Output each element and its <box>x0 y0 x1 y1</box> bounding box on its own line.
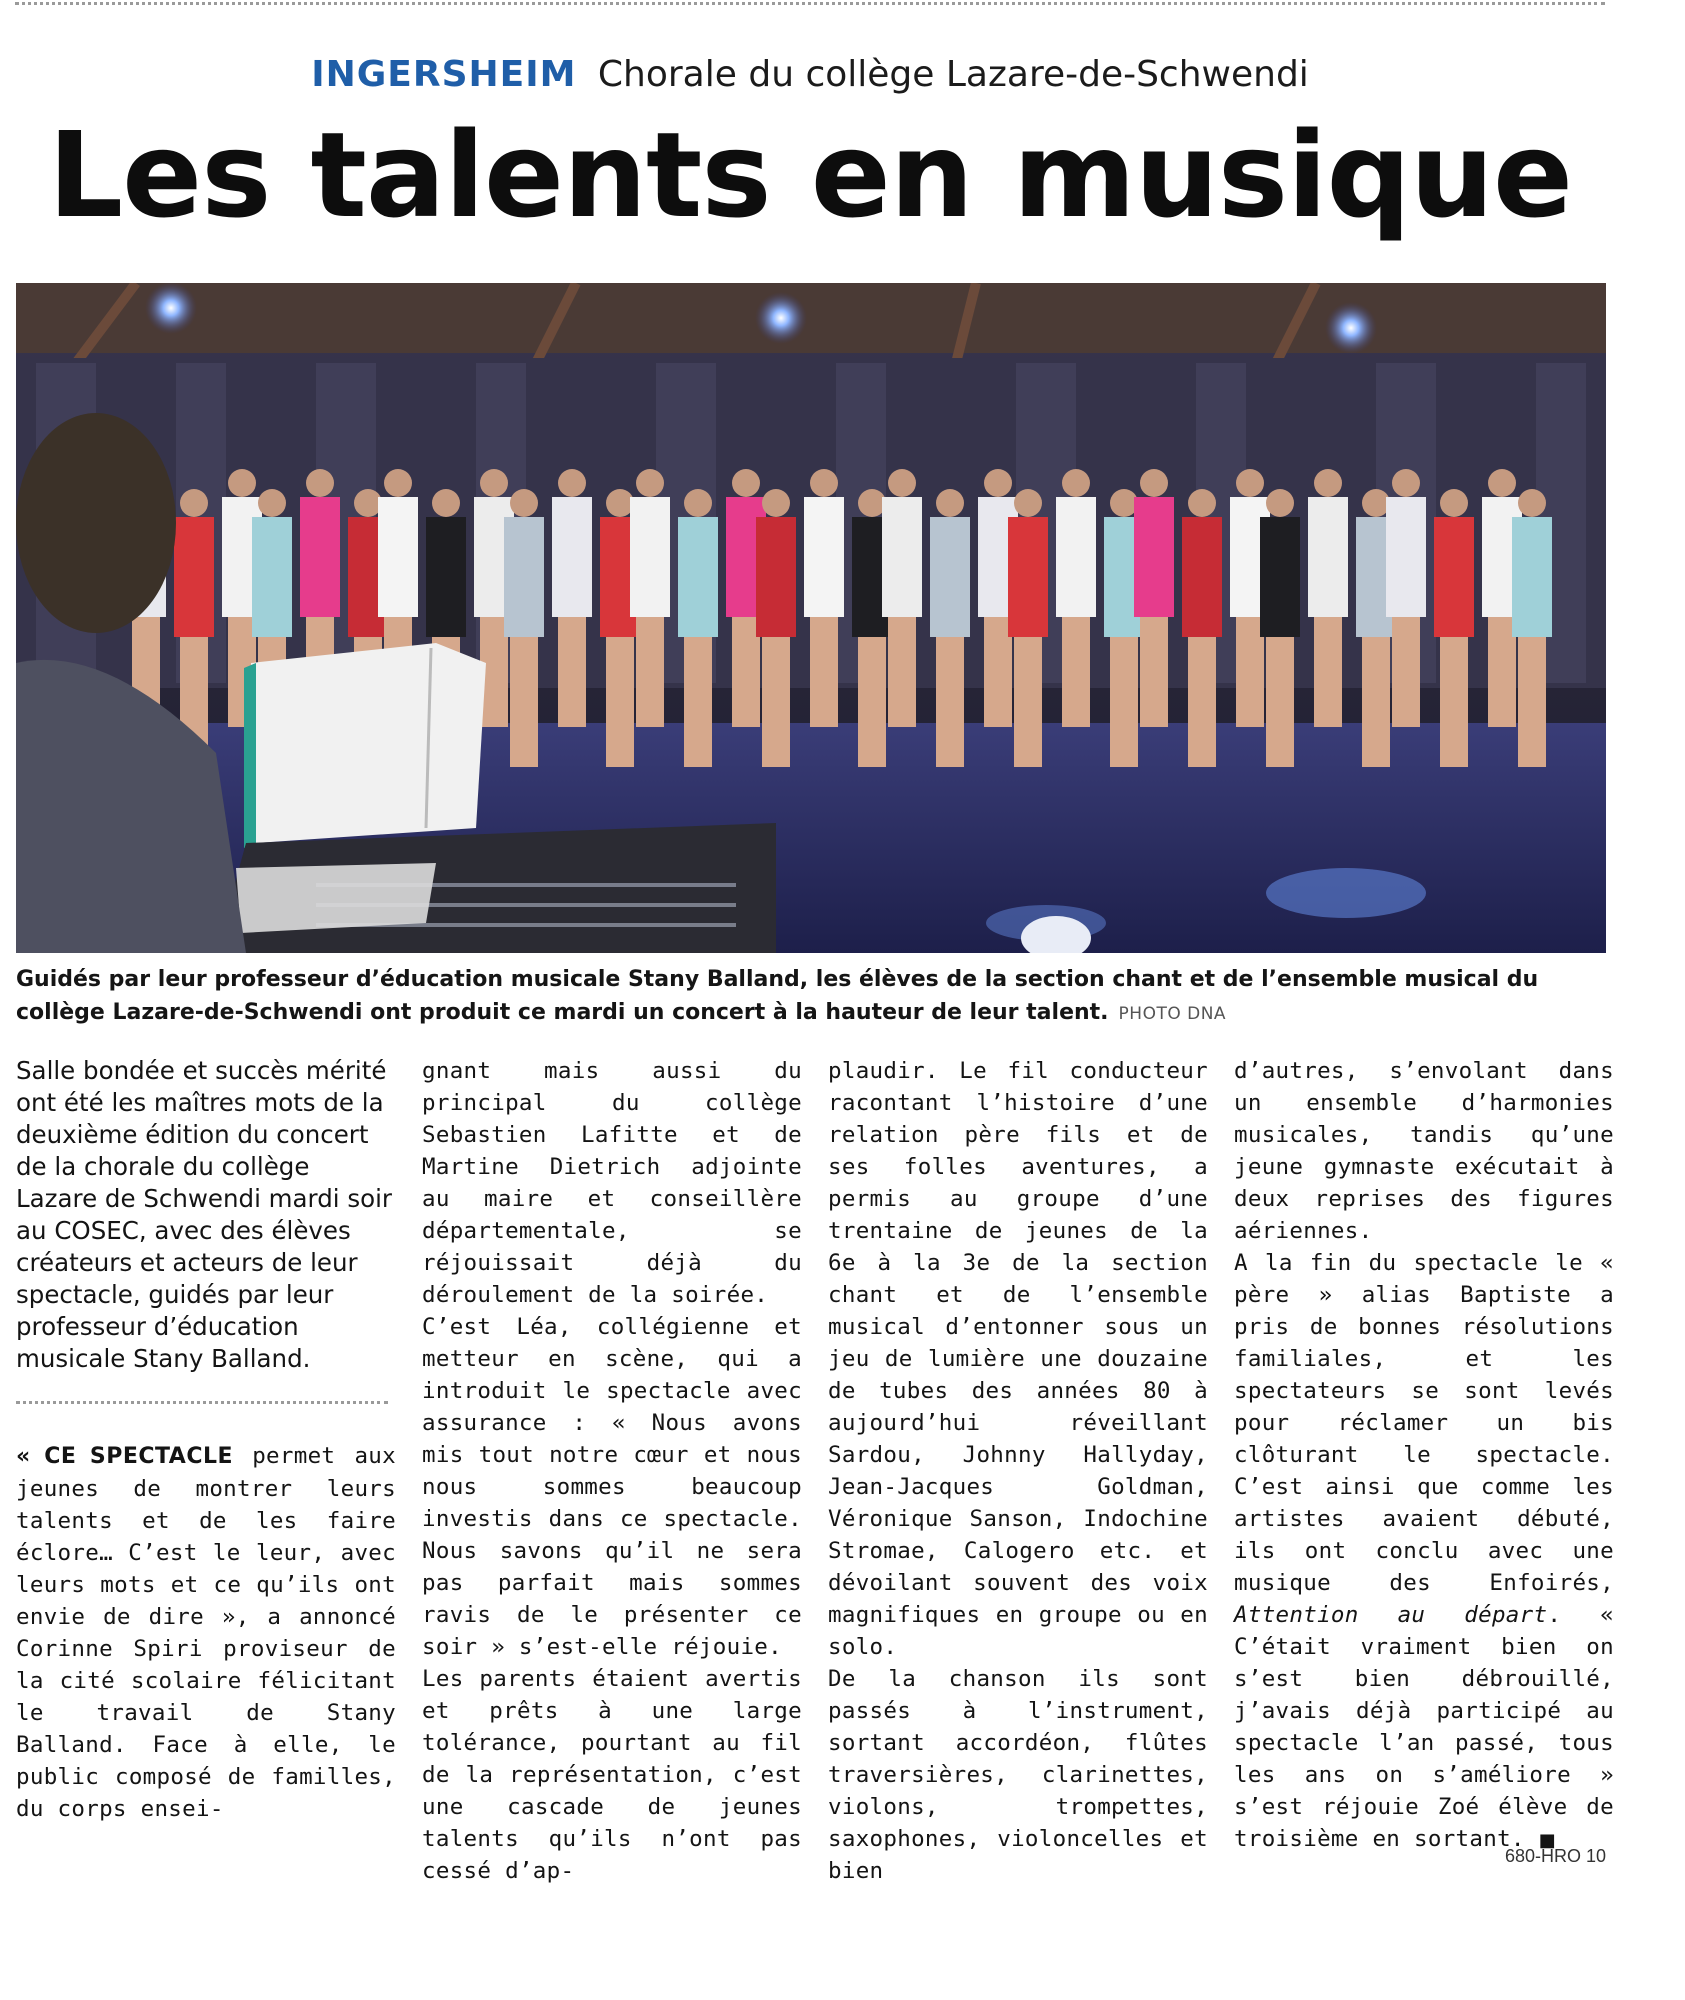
article-column-4 <box>1234 1055 1614 1857</box>
singer-legs <box>1488 617 1516 727</box>
singer-legs <box>1188 637 1216 767</box>
lead-separator <box>16 1401 388 1404</box>
page-reference: 680-HRO 10 <box>1504 1846 1606 1866</box>
caption-text: Guidés par leur professeur d’éducation musicale Stany Balland, les élèves de la section chant et de l’ensemble musical du collège Lazare-de-Schwendi ont produit ce mardi un concert à la hauteur de leur talent. <box>16 967 1539 1025</box>
article-column-1 <box>16 1055 396 1825</box>
singer-legs <box>558 617 586 727</box>
singer-head <box>258 489 286 517</box>
singer-head <box>636 469 664 497</box>
singer-head <box>936 489 964 517</box>
end-mark: ■ <box>1538 1830 1556 1851</box>
singer-head <box>1110 489 1138 517</box>
article-paragraph: De la chanson ils sont passés à l’instrument, sortant accordéon, flûtes traversières, clarinettes, violons, trompettes, saxophones, violoncelles et bien <box>828 1666 1208 1884</box>
singer-body <box>882 497 922 617</box>
singer-legs <box>1314 617 1342 727</box>
photo-credit: PHOTO DNA <box>1118 1004 1227 1024</box>
singer-head <box>1440 489 1468 517</box>
singer-legs <box>1110 637 1138 767</box>
singer-head <box>1140 469 1168 497</box>
singer-head <box>354 489 382 517</box>
singer-head <box>732 469 760 497</box>
singer-legs <box>762 637 790 767</box>
singer-head <box>510 489 538 517</box>
singer-legs <box>984 617 1012 727</box>
singer-body <box>756 517 796 637</box>
singer-legs <box>858 637 886 767</box>
singer-body <box>678 517 718 637</box>
article-paragraph: C’est Léa, collégienne et metteur en scène, qui a introduit le spectacle avec assurance : « Nous avons mis tout notre cœur et nous nous sommes beaucoup investis dans ce spectacle. Nous savons qu’il ne sera pas parfait mais sommes ravis de le présenter ce soir » s’est-elle réjouie. <box>422 1314 802 1660</box>
singer-body <box>1386 497 1426 617</box>
singer-body <box>930 517 970 637</box>
singer-head <box>1236 469 1264 497</box>
singer-legs <box>936 637 964 767</box>
top-dotted-rule <box>15 2 1605 9</box>
singer-legs <box>684 637 712 767</box>
article-lead: Salle bondée et succès mérité ont été les maîtres mots de la deuxième édition du concert de la chorale du collège Lazare de Schwendi mardi soir au COSEC, avec des élèves créateurs et acteurs de leur spectacle, guidés par leur professeur d’éducation musicale Stany Balland. <box>16 1056 392 1373</box>
singer-legs <box>1140 617 1168 727</box>
singer-head <box>1488 469 1516 497</box>
singer-body <box>426 517 466 637</box>
singer-head <box>1518 489 1546 517</box>
quote-lead: « CE SPECTACLE <box>16 1444 234 1469</box>
singer-legs <box>810 617 838 727</box>
singer-legs <box>1392 617 1420 727</box>
singer-body <box>300 497 340 617</box>
singer-legs <box>1518 637 1546 767</box>
singer-legs <box>1266 637 1294 767</box>
singer-legs <box>636 617 664 727</box>
singer-legs <box>606 637 634 767</box>
singer-body <box>552 497 592 617</box>
singer-head <box>384 469 412 497</box>
singer-head <box>858 489 886 517</box>
singer-head <box>606 489 634 517</box>
singer-legs <box>732 617 760 727</box>
singer-head <box>984 469 1012 497</box>
subtitle: Chorale du collège Lazare-de-Schwendi <box>597 54 1309 95</box>
col1-body: permet aux jeunes de montrer leurs talents et de les faire éclore… C’est le leur, avec leurs mots et ce qu’ils ont envie de dire », a annoncé Corinne Spiri proviseur de la cité scolaire félicitant le travail de Stany Balland. Face à elle, le public composé de familles, du corps ensei- <box>16 1443 396 1822</box>
singer-body <box>1182 517 1222 637</box>
singer-body <box>504 517 544 637</box>
singer-head <box>1266 489 1294 517</box>
article-column-2 <box>422 1055 802 1887</box>
col4-text-a: A la fin du spectacle le « père » alias Baptiste a pris de bonnes résolutions familiales, et les spectateurs se sont levés pour réclamer un bis clôturant le spectacle. C’est ainsi que comme les artistes avaient débuté, ils ont conclu avec une musique des Enfoirés, <box>1234 1250 1614 1596</box>
singer-head <box>1314 469 1342 497</box>
article-paragraph <box>16 1440 396 1825</box>
kicker <box>0 52 1620 98</box>
article-column-3 <box>828 1055 1208 1887</box>
singer-body <box>1434 517 1474 637</box>
singer-body <box>1134 497 1174 617</box>
singer-head <box>228 469 256 497</box>
singer-body <box>174 517 214 637</box>
article-paragraph: gnant mais aussi du principal du collège Sebastien Lafitte et de Martine Dietrich adjointe au maire et conseillère départementale, se réjouissait déjà du déroulement de la soirée. <box>422 1058 802 1308</box>
song-title: Attention au départ <box>1234 1602 1548 1628</box>
singer-head <box>1362 489 1390 517</box>
location-label: INGERSHEIM <box>311 54 577 95</box>
singer-body <box>1260 517 1300 637</box>
col4-text-b: . « C’était vraiment bien on s’est bien débrouillé, j’avais déjà participé au spectacle l’an passé, tous les ans on s’améliore » s’est réjouie Zoé élève de troisième en sortant. <box>1234 1602 1614 1852</box>
singer-legs <box>888 617 916 727</box>
singer-head <box>1392 469 1420 497</box>
singer-legs <box>1062 617 1090 727</box>
singer-head <box>1188 489 1216 517</box>
singer-body <box>1308 497 1348 617</box>
singer-head <box>180 489 208 517</box>
singer-body <box>378 497 418 617</box>
singer-body <box>630 497 670 617</box>
singer-body <box>804 497 844 617</box>
singer-legs <box>1440 637 1468 767</box>
singer-body <box>252 517 292 637</box>
singer-head <box>306 469 334 497</box>
article-paragraph: d’autres, s’envolant dans un ensemble d’harmonies musicales, tandis qu’une jeune gymnaste exécutait à deux reprises des figures aériennes. <box>1234 1058 1614 1244</box>
article-paragraph: Les parents étaient avertis et prêts à une large tolérance, pourtant au fil de la représentation, c’est une cascade de jeunes talents qu’ils n’ont pas cessé d’ap- <box>422 1666 802 1884</box>
singer-body <box>1056 497 1096 617</box>
singer-legs <box>1014 637 1042 767</box>
singer-head <box>684 489 712 517</box>
singer-head <box>1014 489 1042 517</box>
singer-head <box>1062 469 1090 497</box>
singer-head <box>762 489 790 517</box>
choir-on-stage-photo <box>16 283 1606 953</box>
singer-head <box>480 469 508 497</box>
article-paragraph: plaudir. Le fil conducteur racontant l’histoire d’une relation père fils et de ses folles aventures, a permis au groupe d’une trentaine de jeunes de la 6e à la 3e de la section chant et de l’ensemble musical d’entonner sous un jeu de lumière une douzaine de tubes des années 80 à aujourd’hui réveillant Sardou, Johnny Hallyday, Jean-Jacques Goldman, Véronique Sanson, Indochine Stromae, Calogero etc. et dévoilant souvent des voix magnifiques en groupe ou en solo. <box>828 1058 1208 1660</box>
singer-body <box>1008 517 1048 637</box>
photo-caption <box>16 963 1616 1031</box>
singer-body <box>1512 517 1552 637</box>
singer-legs <box>510 637 538 767</box>
singer-legs <box>1362 637 1390 767</box>
article-paragraph <box>1234 1247 1614 1857</box>
singer-legs <box>1236 617 1264 727</box>
singer-head <box>888 469 916 497</box>
headline: Les talents en musique <box>47 106 1573 244</box>
singer-head <box>432 489 460 517</box>
singer-head <box>810 469 838 497</box>
singer-head <box>558 469 586 497</box>
